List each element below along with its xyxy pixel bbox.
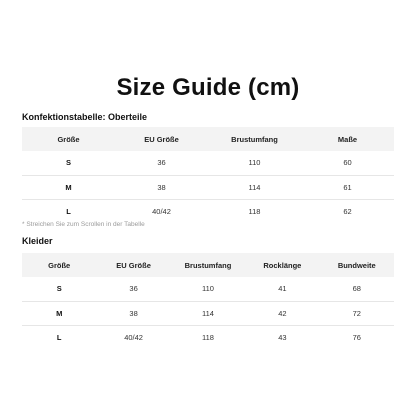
cell-size: S (22, 277, 96, 301)
header-eu-size: EU Größe (115, 127, 208, 151)
cell-measurements: 62 (343, 206, 352, 216)
header-chest: Brustumfang (171, 253, 245, 277)
table-row (22, 301, 394, 325)
cell-size: M (22, 175, 115, 199)
scroll-hint: * Streichen Sie zum Scrollen in der Tabelle (22, 221, 145, 228)
cell-size: L (66, 206, 71, 216)
tops-size-table (22, 127, 394, 223)
cell-chest: 118 (248, 206, 261, 216)
table-header-row (22, 253, 394, 277)
table-row (22, 277, 394, 301)
header-skirt-length: Rocklänge (245, 253, 319, 277)
table-row (22, 199, 394, 223)
cell-eu-size: 36 (115, 151, 208, 175)
cell-chest: 118 (201, 332, 214, 342)
table-row (22, 325, 394, 349)
page-title: Size Guide (cm) (116, 74, 300, 101)
table-header-row (22, 127, 394, 151)
dresses-section-title: Kleider (22, 236, 53, 246)
cell-size: M (22, 301, 96, 325)
header-waist: Bundweite (320, 253, 394, 277)
cell-chest: 110 (208, 151, 301, 175)
header-measurements: Maße (301, 127, 394, 151)
header-size: Größe (22, 127, 115, 151)
cell-skirt-length: 42 (245, 301, 319, 325)
header-eu-size: EU Größe (96, 253, 170, 277)
cell-eu-size: 38 (96, 301, 170, 325)
cell-measurements: 61 (301, 175, 394, 199)
cell-skirt-length: 41 (245, 277, 319, 301)
cell-waist: 76 (352, 332, 361, 342)
table-row (22, 175, 394, 199)
cell-size: S (22, 151, 115, 175)
cell-chest: 114 (208, 175, 301, 199)
cell-waist: 68 (320, 277, 394, 301)
cell-eu-size: 38 (115, 175, 208, 199)
cell-size: L (56, 332, 62, 342)
cell-eu-size: 40/42 (152, 206, 171, 216)
cell-eu-size: 36 (96, 277, 170, 301)
cell-chest: 114 (171, 301, 245, 325)
cell-chest: 110 (171, 277, 245, 301)
dresses-size-table (22, 253, 394, 349)
header-size: Größe (22, 253, 96, 277)
header-chest: Brustumfang (208, 127, 301, 151)
cell-eu-size: 40/42 (124, 332, 143, 342)
cell-waist: 72 (320, 301, 394, 325)
cell-skirt-length: 43 (278, 332, 287, 342)
cell-measurements: 60 (301, 151, 394, 175)
tops-section-title: Konfektionstabelle: Oberteile (22, 112, 148, 122)
table-row (22, 151, 394, 175)
